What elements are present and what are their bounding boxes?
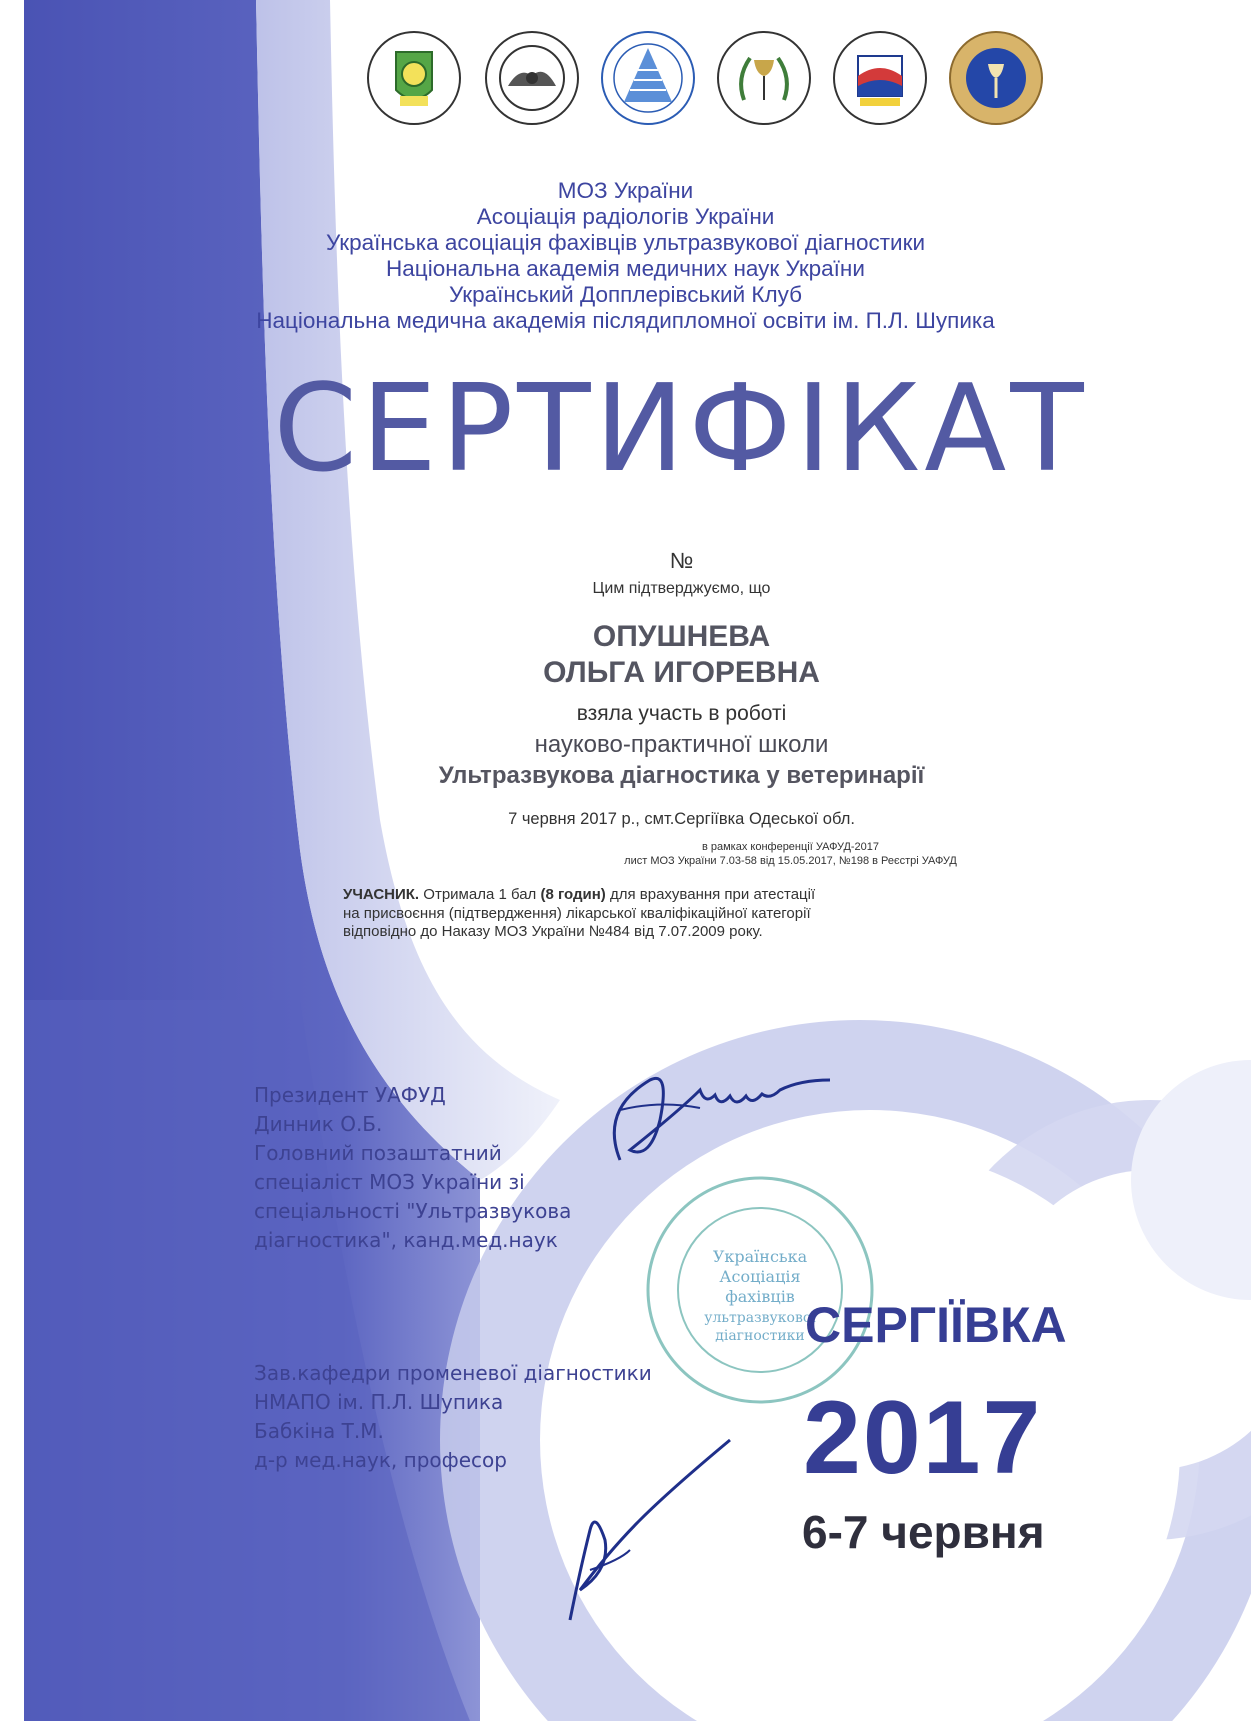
signature-1 [590,1050,840,1180]
registry-note: лист МОЗ України 7.03-58 від 15.05.2017, №198 в Реєстрі УАФУД [624,855,957,867]
organization-academy: Національна академія медичних наук України [386,256,865,281]
organization-nmapo: Національна медична академія післядипломної освіти ім. П.Л. Шупика [256,308,995,333]
participant-credit-text [343,886,963,942]
date-place: 7 червня 2017 р., смт.Сергіївка Одеської обл. [508,810,855,828]
participant-line-2: на присвоєння (підтвердження) лікарської кваліфікаційної категорії [343,904,811,922]
organization-moz: МОЗ України [557,178,694,203]
participant-hours: (8 годин) [540,886,606,903]
signatory-2-line: Бабкіна Т.М. [254,1419,384,1443]
recipient-surname: ОПУШНЕВА [592,620,771,653]
confirm-text: Цим підтверджуємо, що [592,580,771,597]
event-dates: 6-7 червня [802,1506,1045,1558]
certificate-title: СЕРТИФІКАТ [273,360,1088,499]
signatory-1-line: спеціальності "Ультразвукова [254,1199,572,1223]
svg-text:ультразвукової: ультразвукової [704,1310,816,1326]
moz-emblem-icon [366,30,462,126]
signatory-2-line: д-р мед.наук, професор [254,1448,507,1472]
event-city: СЕРГІЇВКА [805,1297,1067,1353]
signatory-1-line: Головний позаштатний [254,1141,502,1165]
organization-stamp [640,1170,880,1410]
medical-academy-icon [716,30,812,126]
certificate-number: № [669,548,694,573]
nmapo-shupyk-icon [948,30,1044,126]
conference-note: в рамках конференції УАФУД-2017 [701,841,880,853]
svg-text:Асоціація: Асоціація [719,1267,801,1286]
doppler-club-icon [832,30,928,126]
recipient-given-names: ОЛЬГА ИГОРЕВНА [543,656,820,689]
radiologists-association-icon [484,30,580,126]
svg-text:Українська: Українська [712,1247,808,1266]
svg-text:діагностики: діагностики [715,1328,805,1344]
signatory-1-line: діагностика", канд.мед.наук [254,1228,558,1252]
event-topic: Ультразвукова діагностика у ветеринарії [438,762,925,789]
participant-line-3: відповідно до Наказу МОЗ України №484 від 7.07.2009 року. [343,923,763,940]
signatory-1-line: Динник О.Б. [254,1112,383,1136]
organization-doppler-club: Український Допплерівський Клуб [448,282,803,307]
participant-label: УЧАСНИК. [343,886,420,903]
signatory-1-line: спеціаліст МОЗ України зі [254,1170,525,1194]
organization-ultrasound: Українська асоціація фахівців ультразвукової діагностики [325,230,926,255]
organization-radiologists: Асоціація радіологів України [476,204,775,229]
signature-2 [520,1420,740,1640]
participant-text-part1: Отримала 1 бал [419,886,541,903]
signatory-1-block [254,1081,571,1255]
svg-text:фахівців: фахівців [725,1287,795,1306]
ultrasound-association-icon [600,30,696,126]
organizations-list [0,178,1251,334]
participant-text-part2: для врахування при атестації [605,886,816,903]
event-type: науково-практичної школи [534,731,829,758]
signatory-2-line: НМАПО ім. П.Л. Шупика [254,1390,504,1414]
event-year: 2017 [803,1380,1043,1496]
signatory-1-line: Президент УАФУД [254,1083,446,1107]
signatory-2-line: Зав.кафедри променевої діагностики [254,1361,652,1385]
participation-text: взяла участь в роботі [576,702,787,725]
